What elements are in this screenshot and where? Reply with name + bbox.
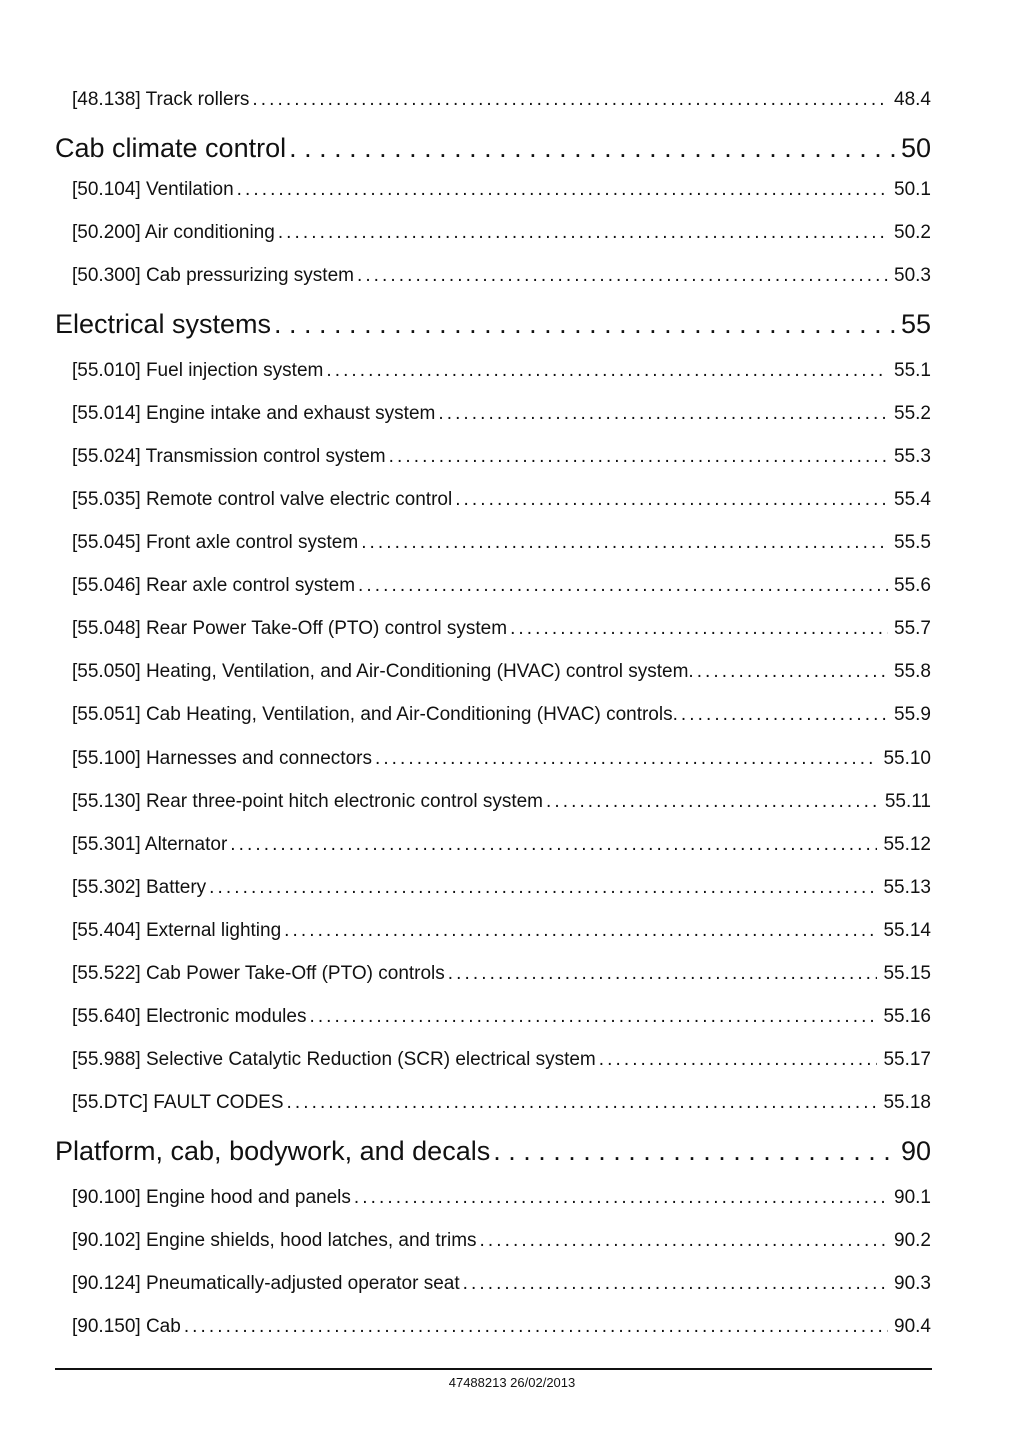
toc-leader-dots [184, 1316, 888, 1338]
toc-entry-title: [55.130] Rear three-point hitch electronic control system [72, 791, 544, 812]
toc-leader-dots [599, 1049, 878, 1071]
toc-leader-dots [389, 446, 888, 468]
toc-entry-title: [50.300] Cab pressurizing system [72, 265, 354, 286]
toc-entry[interactable] [72, 1092, 931, 1116]
toc-entry-title: [55.988] Selective Catalytic Reduction (SCR) electrical system [72, 1049, 596, 1070]
toc-entry[interactable] [72, 489, 931, 513]
toc-leader-dots [375, 748, 877, 770]
toc-leader-dots [463, 1273, 888, 1295]
toc-leader-dots [309, 1006, 877, 1028]
toc-entry-page: 55.16 [883, 1006, 931, 1027]
toc-entry-page: 55.8 [894, 661, 931, 682]
toc-entry-page: 55.10 [883, 748, 931, 769]
toc-entry-title: [55.048] Rear Power Take-Off (PTO) control system [72, 618, 508, 639]
toc-entry[interactable] [72, 618, 931, 642]
toc-entry-page: 55.4 [894, 489, 931, 510]
toc-entry-title: [50.104] Ventilation [72, 179, 234, 200]
toc-leader-dots [278, 222, 888, 244]
toc-section-page: 50 [900, 133, 931, 163]
toc-entry-title: [90.102] Engine shields, hood latches, and trims [72, 1230, 477, 1251]
toc-entry-page: 55.12 [883, 834, 931, 855]
toc-entry-page: 50.2 [894, 222, 931, 243]
toc-entry[interactable] [72, 446, 931, 470]
toc-entry[interactable] [72, 1316, 931, 1340]
toc-section-title: Electrical systems [55, 309, 272, 339]
toc-entry-page: 55.15 [883, 963, 931, 984]
toc-leader-dots [289, 133, 895, 164]
toc-leader-dots [354, 1187, 888, 1209]
toc-section[interactable] [55, 1136, 931, 1170]
toc-leader-dots [358, 575, 888, 597]
toc-entry-title: [55.522] Cab Power Take-Off (PTO) controls [72, 963, 445, 984]
toc-leader-dots [480, 1230, 888, 1252]
toc-entry-title: [55.010] Fuel injection system [72, 360, 324, 381]
toc-leader-dots [361, 532, 888, 554]
toc-entry-title: [90.124] Pneumatically-adjusted operator seat [72, 1273, 460, 1294]
toc-leader-dots [252, 89, 888, 111]
toc-entry-title: [55.024] Transmission control system [72, 446, 386, 467]
toc-entry[interactable] [72, 1273, 931, 1297]
toc-entry[interactable] [72, 179, 931, 203]
toc-entry-title: [55.046] Rear axle control system [72, 575, 356, 596]
toc-entry-page: 55.5 [894, 532, 931, 553]
toc-entry-title: [55.045] Front axle control system [72, 532, 359, 553]
toc-entry-page: 55.6 [894, 575, 931, 596]
toc-entry-page: 55.7 [894, 618, 931, 639]
toc-section[interactable] [55, 309, 931, 343]
toc-entry-page: 50.3 [894, 265, 931, 286]
toc-leader-dots [230, 834, 877, 856]
toc-entry-page: 90.3 [894, 1273, 931, 1294]
toc-entry[interactable] [72, 963, 931, 987]
toc-entry-title: [55.100] Harnesses and connectors [72, 748, 372, 769]
toc-entry-title: [55.640] Electronic modules [72, 1006, 307, 1027]
toc-leader-dots [697, 661, 888, 683]
toc-entry[interactable] [72, 704, 931, 728]
toc-entry-title: [55.014] Engine intake and exhaust system [72, 403, 436, 424]
toc-leader-dots [284, 920, 877, 942]
toc-entry-title: [48.138] Track rollers [72, 89, 250, 110]
toc-entry[interactable] [72, 1049, 931, 1073]
toc-entry-page: 55.1 [894, 360, 931, 381]
toc-leader-dots [493, 1136, 895, 1167]
toc-entry-page: 55.2 [894, 403, 931, 424]
toc-leader-dots [237, 179, 888, 201]
footer-doc-ref: 47488213 26/02/2013 [448, 1375, 576, 1390]
toc-entry-title: [90.150] Cab [72, 1316, 181, 1337]
toc-entry[interactable] [72, 1187, 931, 1211]
toc-entry-page: 55.17 [883, 1049, 931, 1070]
toc-leader-dots [681, 704, 888, 726]
toc-entry-page: 50.1 [894, 179, 931, 200]
toc-entry-title: [55.051] Cab Heating, Ventilation, and Air-Conditioning (HVAC) controls. [72, 704, 678, 725]
toc-entry[interactable] [72, 403, 931, 427]
toc-entry[interactable] [72, 877, 931, 901]
toc-entry-title: [50.200] Air conditioning [72, 222, 275, 243]
toc-entry-page: 55.13 [883, 877, 931, 898]
toc-entry[interactable] [72, 748, 931, 772]
toc-entry-title: [55.035] Remote control valve electric control [72, 489, 453, 510]
toc-leader-dots [448, 963, 878, 985]
toc-entry-title: [55.DTC] FAULT CODES [72, 1092, 284, 1113]
toc-entry-page: 90.1 [894, 1187, 931, 1208]
toc-entry-page: 55.11 [884, 791, 931, 812]
toc-leader-dots [287, 1092, 878, 1114]
toc-leader-dots [455, 489, 888, 511]
toc-entry-title: [55.302] Battery [72, 877, 207, 898]
toc-entry[interactable] [72, 89, 931, 113]
toc-entry-title: [90.100] Engine hood and panels [72, 1187, 351, 1208]
toc-section-page: 90 [900, 1136, 931, 1166]
toc-section-title: Cab climate control [55, 133, 287, 163]
toc-entry[interactable] [72, 1006, 931, 1030]
toc-entry[interactable] [72, 360, 931, 384]
toc-entry-title: [55.050] Heating, Ventilation, and Air-Conditioning (HVAC) control system. [72, 661, 694, 682]
toc-leader-dots [438, 403, 888, 425]
toc-entry[interactable] [72, 920, 931, 944]
toc-entry[interactable] [72, 791, 931, 815]
toc-entry[interactable] [72, 834, 931, 858]
toc-entry-page: 55.14 [883, 920, 931, 941]
toc-entry[interactable] [72, 661, 931, 685]
toc-entry[interactable] [72, 265, 931, 289]
toc-section-title: Platform, cab, bodywork, and decals [55, 1136, 491, 1166]
toc-leader-dots [326, 360, 888, 382]
toc-section[interactable] [55, 133, 931, 167]
toc-entry[interactable] [72, 575, 931, 599]
toc-section-page: 55 [900, 309, 931, 339]
toc-entry-page: 55.3 [894, 446, 931, 467]
toc-entry[interactable] [72, 222, 931, 246]
toc-entry-page: 90.2 [894, 1230, 931, 1251]
toc-entry-page: 55.9 [894, 704, 931, 725]
toc-entry[interactable] [72, 532, 931, 556]
footer-divider [55, 1368, 932, 1370]
toc-entry-title: [55.301] Alternator [72, 834, 228, 855]
toc-leader-dots [510, 618, 888, 640]
toc-entry-title: [55.404] External lighting [72, 920, 282, 941]
toc-leader-dots [274, 309, 895, 340]
toc-leader-dots [209, 877, 877, 899]
toc-leader-dots [357, 265, 888, 287]
toc-entry[interactable] [72, 1230, 931, 1254]
toc-leader-dots [546, 791, 879, 813]
toc-entry-page: 55.18 [883, 1092, 931, 1113]
toc-entry-page: 48.4 [894, 89, 931, 110]
toc-entry-page: 90.4 [894, 1316, 931, 1337]
